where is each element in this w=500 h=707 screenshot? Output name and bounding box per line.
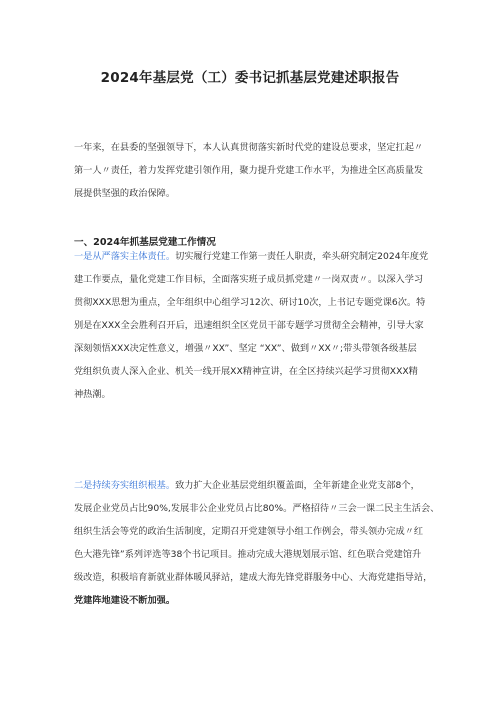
- document-title: 2024年基层党（工）委书记抓基层党建述职报告: [100, 70, 400, 86]
- item2-first-line: [74, 474, 444, 497]
- section-heading: 一、2024年抓基层党建工作情况: [74, 237, 216, 248]
- item2-paragraph: [74, 474, 444, 612]
- item1-line: 别是在XXX全会胜利召开后，迅速组织全区党员干部专题学习贯彻全会精神，引导大家: [74, 320, 424, 331]
- item1-line: 深刻领悟XXX决定性意义，增强〃XX”、坚定 “XX”、做到〃XX〃;带头带领各级基层: [74, 343, 417, 354]
- item2-lead: 二是持续夯实组织根基。: [74, 480, 176, 491]
- item2-line: 色大港先锋”系列评选等38个书记项目。推动完成大港规划展示馆、红色联合党建馆升: [74, 549, 422, 560]
- item1-lead: 一是从严落实主体责任。: [74, 251, 176, 262]
- item1-line: 贯彻XXX思想为重点，全年组织中心组学习12次、研讨10次，上书记专题党课6次。特: [74, 297, 426, 308]
- item1-first-line-text: 切实履行党建工作第一责任人职责，牵头研究制定2024年度党: [175, 251, 429, 262]
- item1-line: 建工作要点，量化党建工作目标，全面落实班子成员抓党建〃一岗双责〃。以深入学习: [74, 274, 424, 285]
- item2-first-line-text: 致力扩大企业基层党组织覆盖面，全年新建企业党支部8个，: [175, 480, 420, 491]
- item1-paragraph: [74, 245, 444, 406]
- item1-line: 党组织负责人深入企业、机关一线开展XX精神宣讲，在全区持续兴起学习贯彻XXX精: [74, 366, 418, 377]
- item2-line: 发展企业党员占比90%,发展非公企业党员占比80%。严格招待〃三会一课二民主生活会、: [74, 503, 440, 514]
- item1-first-line: [74, 245, 444, 268]
- intro-paragraph: [74, 136, 444, 205]
- item1-line: 神热潮。: [74, 389, 111, 400]
- intro-line: 第一人〃责任，着力发挥党建引领作用，聚力提升党建工作水平，为推进全区高质量发: [74, 165, 424, 176]
- intro-line: 一年来，在县委的坚强领导下，本人认真贯彻落实新时代党的建设总要求，坚定扛起〃: [74, 142, 424, 153]
- intro-line: 展提供坚强的政治保障。: [74, 188, 176, 199]
- item2-line: 级改造，积极培育新就业群体暖风驿站，建成大海先锋党群服务中心、大海党建指导站，: [74, 572, 433, 583]
- item2-line: 党建阵地建设不断加强。: [74, 595, 176, 606]
- item2-line: 组织生活会等党的政治生活制度，定期召开党建领导小组工作例会，带头领办完成〃红: [74, 526, 424, 537]
